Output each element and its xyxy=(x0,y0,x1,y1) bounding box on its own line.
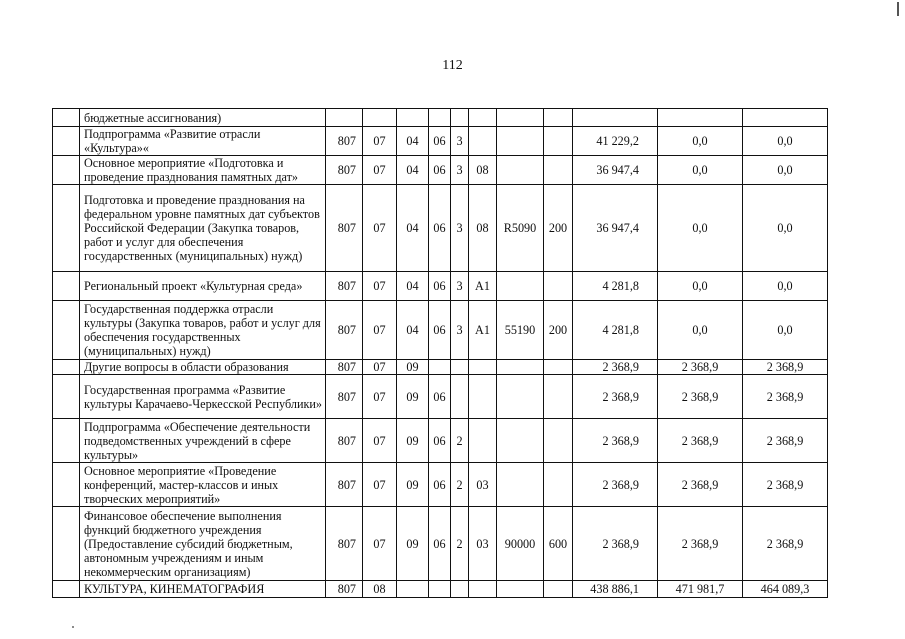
section-code: 07 xyxy=(363,375,397,419)
row-lead-cell xyxy=(53,301,80,360)
ministry-code: 807 xyxy=(326,507,363,581)
event-code: 08 xyxy=(469,185,497,272)
event-code xyxy=(469,360,497,375)
expense-type-code xyxy=(544,109,573,127)
program-code xyxy=(429,360,451,375)
direction-code xyxy=(497,360,544,375)
subsection-code: 04 xyxy=(397,272,429,301)
subsection-code: 09 xyxy=(397,375,429,419)
amount-year-1: 4 281,8 xyxy=(573,272,658,301)
amount-year-1: 2 368,9 xyxy=(573,360,658,375)
event-code: 03 xyxy=(469,507,497,581)
subprogram-code: 3 xyxy=(451,272,469,301)
row-lead-cell xyxy=(53,156,80,185)
program-code: 06 xyxy=(429,156,451,185)
scan-speck xyxy=(72,626,74,628)
subprogram-code xyxy=(451,375,469,419)
subprogram-code: 3 xyxy=(451,301,469,360)
row-name: Подпрограмма «Обеспечение деятельности подведомственных учреждений в сфере культуры» xyxy=(80,419,326,463)
subsection-code: 09 xyxy=(397,419,429,463)
amount-year-1: 2 368,9 xyxy=(573,463,658,507)
expense-type-code xyxy=(544,375,573,419)
event-code: 03 xyxy=(469,463,497,507)
amount-year-2: 0,0 xyxy=(658,127,743,156)
program-code xyxy=(429,581,451,598)
amount-year-2: 2 368,9 xyxy=(658,419,743,463)
row-lead-cell xyxy=(53,375,80,419)
event-code: 08 xyxy=(469,156,497,185)
program-code xyxy=(429,109,451,127)
subprogram-code: 3 xyxy=(451,156,469,185)
expense-type-code xyxy=(544,127,573,156)
event-code xyxy=(469,109,497,127)
page-number: 112 xyxy=(442,58,463,73)
amount-year-1: 2 368,9 xyxy=(573,375,658,419)
row-lead-cell xyxy=(53,127,80,156)
program-code: 06 xyxy=(429,301,451,360)
ministry-code: 807 xyxy=(326,127,363,156)
subsection-code: 04 xyxy=(397,156,429,185)
subsection-code: 09 xyxy=(397,360,429,375)
table-row xyxy=(53,301,828,360)
subprogram-code xyxy=(451,109,469,127)
table-row xyxy=(53,156,828,185)
row-name: Другие вопросы в области образования xyxy=(80,360,326,375)
row-name: Основное мероприятие «Подготовка и проведение празднования памятных дат» xyxy=(80,156,326,185)
section-code: 07 xyxy=(363,360,397,375)
amount-year-3: 2 368,9 xyxy=(743,419,828,463)
row-lead-cell xyxy=(53,463,80,507)
amount-year-3: 464 089,3 xyxy=(743,581,828,598)
amount-year-1: 36 947,4 xyxy=(573,185,658,272)
subprogram-code: 2 xyxy=(451,463,469,507)
amount-year-2: 2 368,9 xyxy=(658,375,743,419)
amount-year-1: 2 368,9 xyxy=(573,507,658,581)
ministry-code: 807 xyxy=(326,375,363,419)
row-name: Подпрограмма «Развитие отрасли «Культура»« xyxy=(80,127,326,156)
table-row xyxy=(53,581,828,598)
subprogram-code: 2 xyxy=(451,419,469,463)
row-lead-cell xyxy=(53,507,80,581)
program-code: 06 xyxy=(429,375,451,419)
ministry-code: 807 xyxy=(326,272,363,301)
ministry-code: 807 xyxy=(326,301,363,360)
subsection-code: 04 xyxy=(397,185,429,272)
amount-year-2: 0,0 xyxy=(658,156,743,185)
event-code xyxy=(469,127,497,156)
amount-year-3: 2 368,9 xyxy=(743,463,828,507)
program-code: 06 xyxy=(429,507,451,581)
table-row xyxy=(53,109,828,127)
row-lead-cell xyxy=(53,419,80,463)
amount-year-1: 36 947,4 xyxy=(573,156,658,185)
expense-type-code: 200 xyxy=(544,301,573,360)
subsection-code: 04 xyxy=(397,301,429,360)
amount-year-1 xyxy=(573,109,658,127)
expense-type-code xyxy=(544,156,573,185)
direction-code xyxy=(497,272,544,301)
program-code: 06 xyxy=(429,463,451,507)
row-lead-cell xyxy=(53,109,80,127)
row-lead-cell xyxy=(53,272,80,301)
event-code xyxy=(469,375,497,419)
row-name: Финансовое обеспечение выполнения функций бюджетного учреждения (Предоставление субсидий бюджетным, автономным учреждениям и иным некоммерческим организациям) xyxy=(80,507,326,581)
table-row xyxy=(53,185,828,272)
section-code: 07 xyxy=(363,301,397,360)
amount-year-2 xyxy=(658,109,743,127)
table-row xyxy=(53,463,828,507)
amount-year-1: 41 229,2 xyxy=(573,127,658,156)
table-row xyxy=(53,127,828,156)
row-name: Государственная поддержка отрасли культуры (Закупка товаров, работ и услуг для обеспечения государственных (муниципальных) нужд) xyxy=(80,301,326,360)
amount-year-3: 0,0 xyxy=(743,301,828,360)
scan-corner-mark xyxy=(891,2,899,16)
ministry-code: 807 xyxy=(326,185,363,272)
row-name: Государственная программа «Развитие культуры Карачаево-Черкесской Республики» xyxy=(80,375,326,419)
subprogram-code: 3 xyxy=(451,185,469,272)
expense-type-code xyxy=(544,272,573,301)
subprogram-code: 2 xyxy=(451,507,469,581)
row-lead-cell xyxy=(53,581,80,598)
amount-year-1: 2 368,9 xyxy=(573,419,658,463)
ministry-code xyxy=(326,109,363,127)
subsection-code: 09 xyxy=(397,463,429,507)
section-code xyxy=(363,109,397,127)
row-lead-cell xyxy=(53,360,80,375)
amount-year-3: 0,0 xyxy=(743,185,828,272)
table-row xyxy=(53,375,828,419)
section-code: 07 xyxy=(363,185,397,272)
direction-code xyxy=(497,419,544,463)
subprogram-code xyxy=(451,360,469,375)
amount-year-3: 2 368,9 xyxy=(743,375,828,419)
amount-year-2: 0,0 xyxy=(658,301,743,360)
event-code: A1 xyxy=(469,272,497,301)
direction-code xyxy=(497,463,544,507)
row-lead-cell xyxy=(53,185,80,272)
subprogram-code: 3 xyxy=(451,127,469,156)
budget-table-body xyxy=(53,109,828,598)
amount-year-3: 0,0 xyxy=(743,156,828,185)
amount-year-3: 2 368,9 xyxy=(743,360,828,375)
table-row xyxy=(53,360,828,375)
table-row xyxy=(53,507,828,581)
direction-code xyxy=(497,375,544,419)
amount-year-1: 438 886,1 xyxy=(573,581,658,598)
row-name: Основное мероприятие «Проведение конференций, мастер-классов и иных творческих мероприятий» xyxy=(80,463,326,507)
subsection-code: 09 xyxy=(397,507,429,581)
program-code: 06 xyxy=(429,127,451,156)
expense-type-code xyxy=(544,419,573,463)
event-code: A1 xyxy=(469,301,497,360)
event-code xyxy=(469,581,497,598)
amount-year-3: 0,0 xyxy=(743,127,828,156)
expense-type-code xyxy=(544,463,573,507)
direction-code: 90000 xyxy=(497,507,544,581)
amount-year-3: 2 368,9 xyxy=(743,507,828,581)
program-code: 06 xyxy=(429,272,451,301)
expense-type-code: 600 xyxy=(544,507,573,581)
amount-year-2: 2 368,9 xyxy=(658,463,743,507)
program-code: 06 xyxy=(429,419,451,463)
amount-year-2: 2 368,9 xyxy=(658,360,743,375)
section-code: 07 xyxy=(363,463,397,507)
section-code: 07 xyxy=(363,156,397,185)
ministry-code: 807 xyxy=(326,156,363,185)
amount-year-2: 0,0 xyxy=(658,272,743,301)
row-name: Региональный проект «Культурная среда» xyxy=(80,272,326,301)
table-row xyxy=(53,419,828,463)
expense-type-code: 200 xyxy=(544,185,573,272)
subsection-code: 04 xyxy=(397,127,429,156)
direction-code xyxy=(497,581,544,598)
ministry-code: 807 xyxy=(326,581,363,598)
section-code: 07 xyxy=(363,127,397,156)
program-code: 06 xyxy=(429,185,451,272)
ministry-code: 807 xyxy=(326,463,363,507)
section-code: 08 xyxy=(363,581,397,598)
direction-code: R5090 xyxy=(497,185,544,272)
section-code: 07 xyxy=(363,272,397,301)
direction-code: 55190 xyxy=(497,301,544,360)
amount-year-2: 0,0 xyxy=(658,185,743,272)
amount-year-2: 471 981,7 xyxy=(658,581,743,598)
section-code: 07 xyxy=(363,419,397,463)
subsection-code xyxy=(397,109,429,127)
expense-type-code xyxy=(544,581,573,598)
row-name: КУЛЬТУРА, КИНЕМАТОГРАФИЯ xyxy=(80,581,326,598)
ministry-code: 807 xyxy=(326,419,363,463)
amount-year-3: 0,0 xyxy=(743,272,828,301)
direction-code xyxy=(497,156,544,185)
expense-type-code xyxy=(544,360,573,375)
direction-code xyxy=(497,109,544,127)
row-name: Подготовка и проведение празднования на федеральном уровне памятных дат субъектов Российской Федерации (Закупка товаров, работ и услуг для обеспечения государственных (муниципальных) нужд) xyxy=(80,185,326,272)
budget-table xyxy=(52,108,828,598)
subsection-code xyxy=(397,581,429,598)
table-row xyxy=(53,272,828,301)
amount-year-1: 4 281,8 xyxy=(573,301,658,360)
subprogram-code xyxy=(451,581,469,598)
row-name: бюджетные ассигнования) xyxy=(80,109,326,127)
section-code: 07 xyxy=(363,507,397,581)
ministry-code: 807 xyxy=(326,360,363,375)
amount-year-2: 2 368,9 xyxy=(658,507,743,581)
amount-year-3 xyxy=(743,109,828,127)
direction-code xyxy=(497,127,544,156)
event-code xyxy=(469,419,497,463)
